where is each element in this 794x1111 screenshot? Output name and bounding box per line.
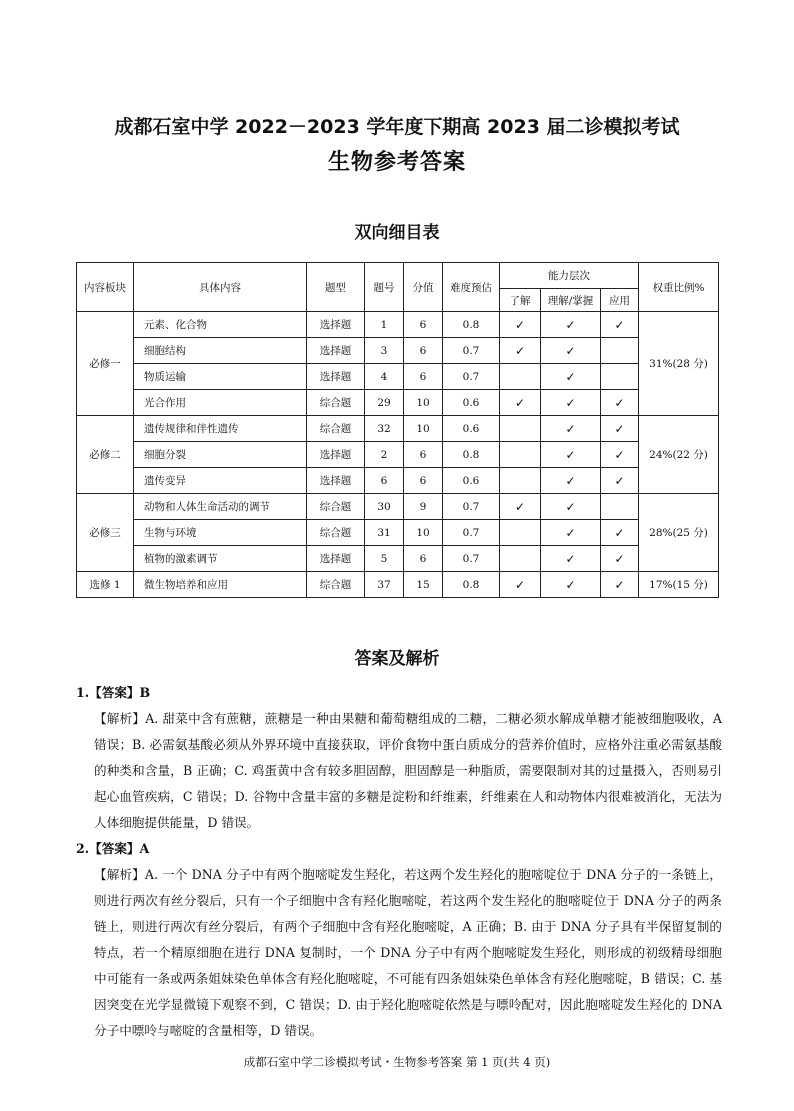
module-cell: 必修二 bbox=[77, 416, 134, 494]
exam-subtitle: 生物参考答案 bbox=[327, 150, 466, 175]
score-cell: 6 bbox=[404, 338, 443, 364]
number-cell: 29 bbox=[365, 390, 404, 416]
score-cell: 6 bbox=[404, 364, 443, 390]
content-cell: 植物的激素调节 bbox=[134, 546, 307, 572]
content-cell: 动物和人体生命活动的调节 bbox=[134, 494, 307, 520]
check-cell: ✓ bbox=[500, 390, 541, 416]
module-cell: 必修三 bbox=[77, 494, 134, 572]
content-cell: 生物与环境 bbox=[134, 520, 307, 546]
score-cell: 9 bbox=[404, 494, 443, 520]
score-cell: 6 bbox=[404, 468, 443, 494]
number-cell: 1 bbox=[365, 312, 404, 338]
check-cell: ✓ bbox=[601, 312, 639, 338]
content-cell: 细胞结构 bbox=[134, 338, 307, 364]
score-cell: 6 bbox=[404, 442, 443, 468]
score-cell: 10 bbox=[404, 390, 443, 416]
difficulty-cell: 0.6 bbox=[443, 468, 500, 494]
content-cell: 光合作用 bbox=[134, 390, 307, 416]
number-cell: 4 bbox=[365, 364, 404, 390]
type-cell: 选择题 bbox=[307, 312, 365, 338]
weight-cell: 17%(15 分) bbox=[639, 572, 719, 598]
number-cell: 37 bbox=[365, 572, 404, 598]
type-cell: 综合题 bbox=[307, 520, 365, 546]
number-cell: 6 bbox=[365, 468, 404, 494]
answer-block-1 bbox=[76, 680, 722, 836]
check-cell: ✓ bbox=[601, 390, 639, 416]
table-row bbox=[77, 520, 719, 546]
check-cell: ✓ bbox=[541, 364, 601, 390]
type-cell: 综合题 bbox=[307, 416, 365, 442]
table-row bbox=[77, 468, 719, 494]
difficulty-cell: 0.8 bbox=[443, 442, 500, 468]
difficulty-cell: 0.8 bbox=[443, 572, 500, 598]
check-cell: ✓ bbox=[601, 442, 639, 468]
difficulty-cell: 0.7 bbox=[443, 494, 500, 520]
module-cell: 必修一 bbox=[77, 312, 134, 416]
check-cell: ✓ bbox=[541, 468, 601, 494]
content-cell: 物质运输 bbox=[134, 364, 307, 390]
check-cell: ✓ bbox=[500, 572, 541, 598]
page-footer: 成都石室中学二诊模拟考试・生物参考答案 第 1 页(共 4 页) bbox=[243, 1055, 551, 1069]
header-type: 题型 bbox=[307, 263, 365, 312]
check-cell: ✓ bbox=[541, 520, 601, 546]
header-apply: 应用 bbox=[601, 289, 639, 312]
table-row bbox=[77, 546, 719, 572]
answer-1-label: 1.【答案】B bbox=[76, 685, 151, 700]
number-cell: 32 bbox=[365, 416, 404, 442]
check-cell: ✓ bbox=[541, 390, 601, 416]
content-cell: 细胞分裂 bbox=[134, 442, 307, 468]
difficulty-cell: 0.7 bbox=[443, 520, 500, 546]
header-difficulty: 难度预估 bbox=[443, 263, 500, 312]
weight-cell: 24%(22 分) bbox=[639, 416, 719, 494]
detail-table bbox=[76, 262, 719, 598]
exam-title: 成都石室中学 2022－2023 学年度下期高 2023 届二诊模拟考试 bbox=[114, 116, 680, 138]
check-cell bbox=[500, 520, 541, 546]
check-cell: ✓ bbox=[601, 416, 639, 442]
table-row bbox=[77, 494, 719, 520]
type-cell: 综合题 bbox=[307, 390, 365, 416]
difficulty-cell: 0.7 bbox=[443, 338, 500, 364]
header-content: 具体内容 bbox=[134, 263, 307, 312]
weight-cell: 28%(25 分) bbox=[639, 494, 719, 572]
header-number: 题号 bbox=[365, 263, 404, 312]
header-score: 分值 bbox=[404, 263, 443, 312]
number-cell: 31 bbox=[365, 520, 404, 546]
number-cell: 2 bbox=[365, 442, 404, 468]
check-cell bbox=[500, 546, 541, 572]
table-row bbox=[77, 416, 719, 442]
check-cell: ✓ bbox=[541, 572, 601, 598]
check-cell: ✓ bbox=[541, 494, 601, 520]
table-row bbox=[77, 364, 719, 390]
type-cell: 综合题 bbox=[307, 572, 365, 598]
check-cell bbox=[500, 468, 541, 494]
check-cell: ✓ bbox=[541, 312, 601, 338]
check-cell bbox=[500, 416, 541, 442]
check-cell: ✓ bbox=[541, 338, 601, 364]
check-cell: ✓ bbox=[601, 468, 639, 494]
check-cell bbox=[500, 442, 541, 468]
content-cell: 遗传规律和伴性遗传 bbox=[134, 416, 307, 442]
table-row bbox=[77, 572, 719, 598]
difficulty-cell: 0.7 bbox=[443, 364, 500, 390]
content-cell: 元素、化合物 bbox=[134, 312, 307, 338]
table-row bbox=[77, 312, 719, 338]
score-cell: 6 bbox=[404, 546, 443, 572]
number-cell: 30 bbox=[365, 494, 404, 520]
type-cell: 选择题 bbox=[307, 364, 365, 390]
score-cell: 10 bbox=[404, 416, 443, 442]
header-ability: 能力层次 bbox=[500, 263, 639, 289]
score-cell: 6 bbox=[404, 312, 443, 338]
difficulty-cell: 0.7 bbox=[443, 546, 500, 572]
check-cell: ✓ bbox=[541, 416, 601, 442]
answer-2-analysis: 【解析】A. 一个 DNA 分子中有两个胞嘧啶发生羟化，若这两个发生羟化的胞嘧啶位于 DNA 分子的一条链上，则进行两次有丝分裂后，只有一个子细胞中含有羟化胞嘧啶，若这两个发生羟化的胞嘧啶位于 DNA 分子的两条链上，则进行两次有丝分裂后，有两个子细胞中含有羟化胞嘧啶，A 正确；B. 由于 DNA 分子具有半保留复制的特点，若一个精原细胞在进行 DNA 复制时，一个 DNA 分子中有两个胞嘧啶发生羟化，则形成的初级精母细胞中可能有一条或两条姐妹染色单体含有羟化胞嘧啶，不可能有四条姐妹染色单体含有羟化胞嘧啶，B 错误；C. 基因突变在光学显微镜下观察不到，C 错误；D. 由于羟化胞嘧啶依然是与嘌呤配对，因此胞嘧啶发生羟化的 DNA 分子中嘌呤与嘧啶的含量相等，D 错误。 bbox=[94, 867, 722, 1038]
check-cell: ✓ bbox=[500, 494, 541, 520]
check-cell: ✓ bbox=[541, 546, 601, 572]
check-cell: ✓ bbox=[601, 520, 639, 546]
weight-cell: 31%(28 分) bbox=[639, 312, 719, 416]
difficulty-cell: 0.6 bbox=[443, 390, 500, 416]
difficulty-cell: 0.8 bbox=[443, 312, 500, 338]
answer-1-analysis: 【解析】A. 甜菜中含有蔗糖，蔗糖是一种由果糖和葡萄糖组成的二糖，二糖必须水解成单糖才能被细胞吸收，A 错误；B. 必需氨基酸必须从外界环境中直接获取，评价食物中蛋白质成分的营养价值时，应格外注重必需氨基酸的种类和含量，B 正确；C. 鸡蛋黄中含有较多胆固醇，胆固醇是一种脂质，需要限制对其的过量摄入，否则易引起心血管疾病，C 错误；D. 谷物中含量丰富的多糖是淀粉和纤维素，纤维素在人和动物体内很难被消化，无法为人体细胞提供能量，D 错误。 bbox=[94, 711, 722, 830]
check-cell: ✓ bbox=[601, 546, 639, 572]
content-cell: 遗传变异 bbox=[134, 468, 307, 494]
type-cell: 选择题 bbox=[307, 546, 365, 572]
type-cell: 选择题 bbox=[307, 468, 365, 494]
answers-section-title: 答案及解析 bbox=[354, 649, 440, 669]
table-row bbox=[77, 442, 719, 468]
check-cell bbox=[500, 364, 541, 390]
check-cell: ✓ bbox=[541, 442, 601, 468]
table-row bbox=[77, 338, 719, 364]
check-cell: ✓ bbox=[601, 572, 639, 598]
header-understand: 了解 bbox=[500, 289, 541, 312]
check-cell: ✓ bbox=[500, 312, 541, 338]
table-row bbox=[77, 390, 719, 416]
score-cell: 15 bbox=[404, 572, 443, 598]
content-cell: 微生物培养和应用 bbox=[134, 572, 307, 598]
score-cell: 10 bbox=[404, 520, 443, 546]
table-section-title: 双向细目表 bbox=[354, 223, 440, 243]
difficulty-cell: 0.6 bbox=[443, 416, 500, 442]
check-cell bbox=[601, 338, 639, 364]
type-cell: 综合题 bbox=[307, 494, 365, 520]
check-cell bbox=[601, 364, 639, 390]
type-cell: 选择题 bbox=[307, 338, 365, 364]
number-cell: 3 bbox=[365, 338, 404, 364]
type-cell: 选择题 bbox=[307, 442, 365, 468]
check-cell: ✓ bbox=[500, 338, 541, 364]
module-cell: 选修 1 bbox=[77, 572, 134, 598]
answer-block-2 bbox=[76, 836, 722, 1044]
check-cell bbox=[601, 494, 639, 520]
header-weight: 权重比例% bbox=[639, 263, 719, 312]
number-cell: 5 bbox=[365, 546, 404, 572]
header-module: 内容板块 bbox=[77, 263, 134, 312]
header-master: 理解/掌握 bbox=[541, 289, 601, 312]
answer-2-label: 2.【答案】A bbox=[76, 841, 150, 856]
